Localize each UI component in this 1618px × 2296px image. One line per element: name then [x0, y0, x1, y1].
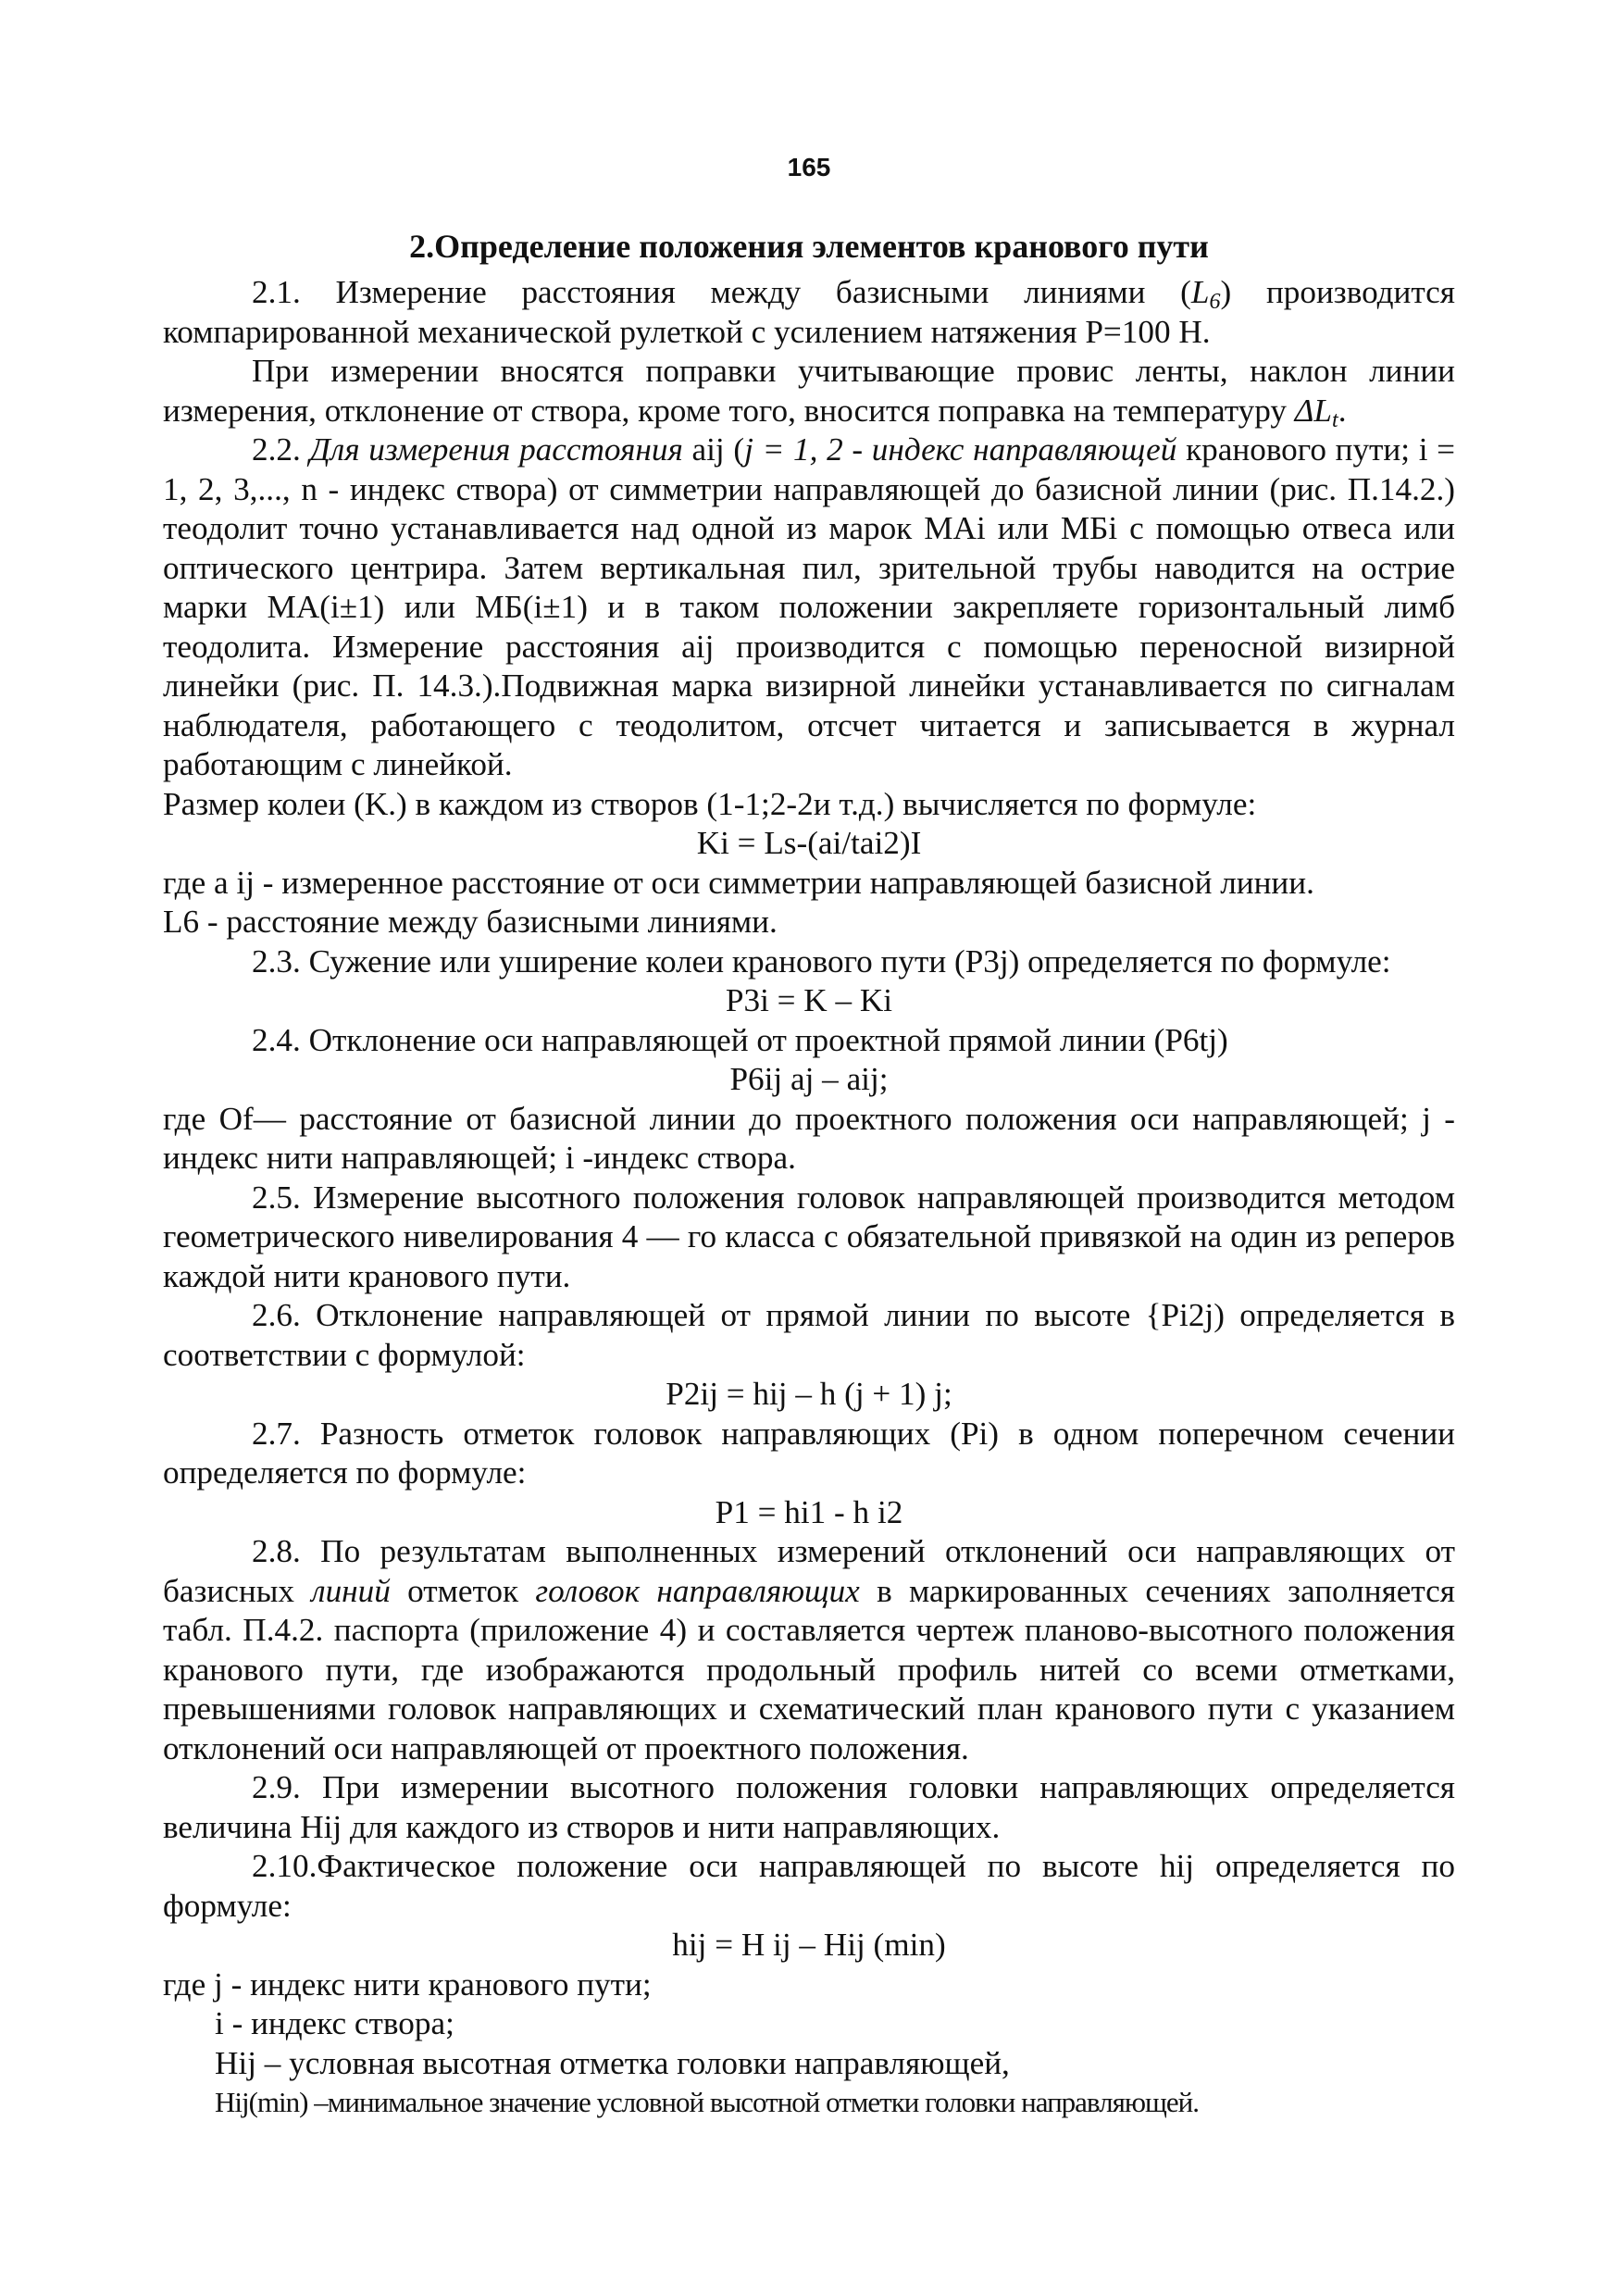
paragraph-2-10: 2.10.Фактическое положение оси направляющей по высоте hij определяется по формуле:	[163, 1848, 1455, 1924]
paragraph-2-7: 2.7. Разность отметок головок направляющих (Pi) в одном поперечном сечении определяется по формуле:	[163, 1415, 1455, 1491]
paragraph-l6: L6 - расстояние между базисными линиями.	[163, 904, 778, 940]
paragraph-2-4: 2.4. Отклонение оси направляющей от проектной прямой линии (P6tj)	[252, 1021, 1228, 1058]
formula-p1: P1 = hi1 - h i2	[715, 1493, 903, 1530]
page-number: 165	[787, 153, 831, 181]
paragraph-kolei: Размер колеи (K.) в каждом из створов (1-1;2-2и т.д.) вычисляется по формуле:	[163, 785, 1257, 822]
paragraph-2-8: 2.8. По результатам выполненных измерений отклонений оси направляющих от базисных линий отметок головок направляющих в маркированных сечениях заполняется табл. П.4.2. паспорта (приложение 4) и составляется чертеж планово-высотного положения кранового пути, где изображаются продольный профиль нитей со всеми отметками, превышениями головок направляющих и схематический план кранового пути с указанием отклонений оси направляющей от проектного положения.	[163, 1533, 1455, 1766]
paragraph-2-1-continued: При измерении вносятся поправки учитывающие провис ленты, наклон линии измерения, отклонение от створа, кроме того, вносится поправка на температуру $\Delta L_t$.	[163, 353, 1455, 432]
legend-hij-min: Hij(min) –минимальное значение условной высотной отметки головки направляющей.	[215, 2086, 1200, 2118]
paragraph-2-3: 2.3. Сужение или уширение колеи кранового пути (P3j) определяется по формуле:	[252, 942, 1391, 980]
paragraph-2-9: 2.9. При измерении высотного положения головки направляющих определяется величина Hij для каждого из створов и нити направляющих.	[163, 1769, 1455, 1845]
paragraph-gde-of: где Of— расстояние от базисной линии до проектного положения оси направляющей; j - индекс нити направляющей; i -индекс створа.	[163, 1100, 1455, 1176]
paragraph-2-5: 2.5. Измерение высотного положения головок направляющей производится методом геометрического нивелирования 4 — го класса с обязательной привязкой на один из реперов каждой нити кранового пути.	[163, 1179, 1455, 1294]
formula-hij: hij = H ij – Hij (min)	[672, 1927, 946, 1963]
formula-p2: P2ij = hij – h (j + 1) j;	[666, 1376, 952, 1412]
body-text	[163, 273, 1455, 2123]
legend-j: где j - индекс нити кранового пути;	[163, 1965, 652, 2003]
section-heading: 2.Определение положения элементов кранового пути	[409, 228, 1209, 265]
paragraph-2-6: 2.6. Отклонение направляющей от прямой линии по высоте {Pi2j) определяется в соответствии с формулой:	[163, 1297, 1455, 1373]
formula-p3: P3i = K – Ki	[725, 982, 893, 1018]
formula-p6: P6ij aj – aij;	[729, 1061, 889, 1097]
paragraph-2-2: 2.2. Для измерения расстояния aij (j = 1, 2 - индекс направляющей кранового пути; i = 1, 2, 3,..., n - индекс створа) от симметрии направляющей до базисной линии (рис. П.14.2.) теодолит точно устанавливается над одной из марок MAi или МБi с помощью отвеса или оптического центрира. Затем вертикальная пил, зрительной трубы наводится на острие марки МА(i±1) или МБ(i±1) и в таком положении закрепляете горизонтальный лимб теодолита. Измерение расстояния aij производится с помощью переносной визирной линейки (рис. П. 14.3.).Подвижная марка визирной линейки устанавливается по сигналам наблюдателя, работающего с теодолитом, отсчет читается и записывается в журнал работающим с линейкой.	[163, 431, 1456, 782]
legend-i: i - индекс створа;	[215, 2005, 454, 2041]
legend-hij: Hij – условная высотная отметка головки направляющей,	[215, 2044, 1010, 2081]
formula-ki: Ki = Ls-(ai/tai2)I	[696, 825, 922, 861]
paragraph-gde-aij: где a ij - измеренное расстояние от оси симметрии направляющей базисной линии.	[163, 864, 1314, 901]
paragraph-2-1: 2.1. Измерение расстояния между базисными линиями $(L_6)$ производится компарированной механической рулеткой с усилением натяжения P=100 Н.	[163, 274, 1455, 350]
